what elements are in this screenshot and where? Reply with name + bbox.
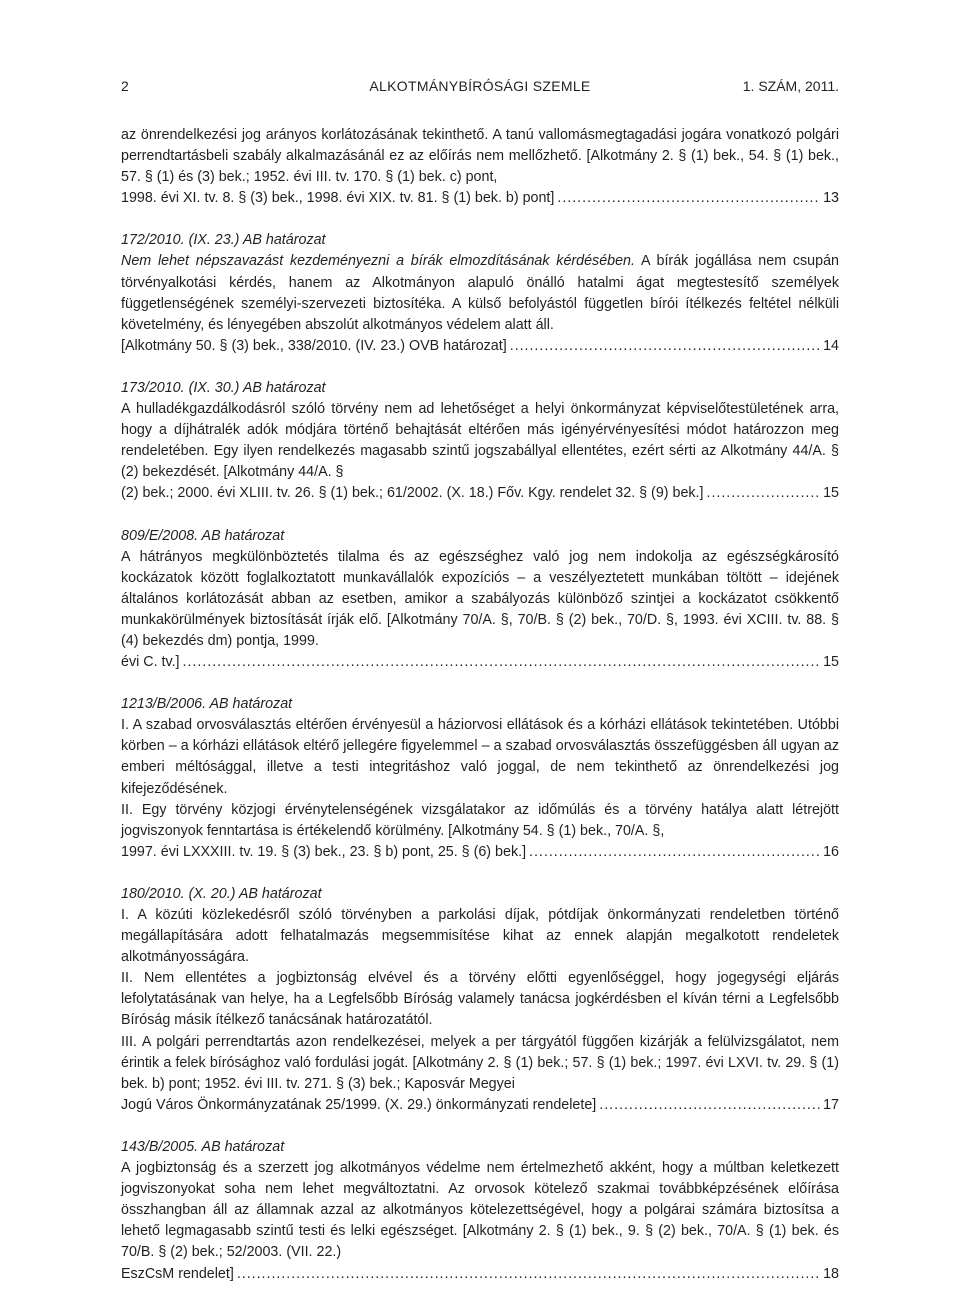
entry-title: 809/E/2008. AB határozat xyxy=(121,527,285,544)
entry-last-text: 1998. évi XI. tv. 8. § (3) bek., 1998. évi XIX. tv. 81. § (1) bek. b) pont] xyxy=(121,190,555,207)
toc-entry xyxy=(121,884,839,1116)
dot-leader xyxy=(510,336,820,357)
entry-last-line xyxy=(121,1095,839,1116)
toc-entry xyxy=(121,230,839,357)
entry-page-number: 17 xyxy=(823,1096,839,1113)
dot-leader xyxy=(237,1264,820,1285)
entry-body: A hulladékgazdálkodásról szóló törvény nem ad lehetőséget a helyi önkormányzat képviselőtestületének arra, hogy a díjhátralék adók módjára történő behajtását eltérően más igényérvényesítési módot határozzon meg rendeletében. Egy ilyen rendelkezés magasabb szintű jogszabállyal ellentétes, ezért sérti az Alkotmány 44/A. § (2) bekezdését. [Alkotmány 44/A. § xyxy=(121,401,839,481)
table-of-contents xyxy=(121,125,839,1306)
entry-body: az önrendelkezési jog arányos korlátozásának tekinthető. A tanú vallomásmegtagadási jogára vonatkozó polgári perrendtartásbeli szabály alkalmazásánál ez az előírás nem mellőzhető. [Alkotmány 2. § (1) bek., 54. § (1) bek., 57. § (1) és (3) bek.; 1952. évi III. tv. 170. § (1) bek. c) pont, xyxy=(121,127,839,186)
page-number: 2 xyxy=(121,78,129,94)
entry-last-line xyxy=(121,336,839,357)
entry-body-part-3: III. A polgári perrendtartás azon rendelkezései, melyek a per tárgyától függően kizárják a felülvizsgálatot, nem érintik a felek bírósághoz való fordulási jogát. [Alkotmány 2. § (1) bek.; 57. § (1) bek.; 1997. évi LXVI. tv. 29. § (1) bek. b) pont; 1952. évi III. tv. 271. § (3) bek.; Kaposvár Megyei xyxy=(121,1033,839,1092)
entry-body: I. A közúti közlekedésről szóló törvényben a parkolási díjak, pótdíjak önkormányzati rendeletben történő megállapítására adott felhatalmazás megsemmisítése kihat az ennek alapján megalkotott rendeletek alkotmányosságára. xyxy=(121,907,839,966)
entry-last-line xyxy=(121,652,839,673)
entry-last-text: (2) bek.; 2000. évi XLIII. tv. 26. § (1) bek.; 61/2002. (X. 18.) Főv. Kgy. rendelet 32. § (9) bek.] xyxy=(121,485,704,502)
dot-leader xyxy=(529,842,820,863)
dot-leader xyxy=(599,1095,820,1116)
entry-body-part-2: II. Egy törvény közjogi érvénytelenségének vizsgálatakor az időmúlás és a törvény hatálya alatt létrejött jogviszonyok fenntartása is értékelendő körülmény. [Alkotmány 54. § (1) bek., 70/A. §, xyxy=(121,801,839,839)
entry-last-text: EszCsM rendelet] xyxy=(121,1265,234,1282)
entry-page-number: 16 xyxy=(823,843,839,860)
entry-last-text: 1997. évi LXXXIII. tv. 19. § (3) bek., 23. § b) pont, 25. § (6) bek.] xyxy=(121,843,527,860)
entry-last-line xyxy=(121,842,839,863)
entry-body: I. A szabad orvosválasztás eltérően érvényesül a háziorvosi ellátások és a kórházi ellátások tekintetében. Utóbbi körben – a kórházi ellátások eltérő jellegére figyelemmel – a szabad orvosválasztás összefüggésben áll ugyan az emberi méltósággal, illetve a testi integritáshoz való joggal, de nem tekinthető az önrendelkezési jog kifejeződésének. xyxy=(121,717,839,797)
entry-page-number: 18 xyxy=(823,1265,839,1282)
entry-body: A jogbiztonság és a szerzett jog alkotmányos védelme nem értelmezhető akként, hogy a múltban keletkezett jogviszonyokat soha nem lehet megváltoztatni. Az orvosok kötelező szakmai továbbképzésének előírása összhangban áll az államnak azzal az alkotmányos kötelezettségével, hogy a polgárai számára biztosítsa a lehető legmagasabb szintű testi és lelki egészséget. [Alkotmány 2. § (1) bek., 9. § (2) bek., 70/A. § (1) bek. és 70/B. § (2) bek.; 52/2003. (VII. 22.) xyxy=(121,1160,839,1261)
toc-entry xyxy=(121,378,839,505)
entry-page-number: 13 xyxy=(823,190,839,207)
toc-entry xyxy=(121,694,839,863)
entry-page-number: 15 xyxy=(823,654,839,671)
entry-body-text: A bírák jogállása nem csupán törvényalkotási kérdés, hanem az Alkotmányon alapuló önálló hatalmi ágat megtestesítő személyek függetlenségének személyi-szervezeti biztosítéka. A külső befolyástól független bírói ítélkezés feltétel nélküli követelmény, és lényegében abszolút alkotmányos védelem alatt áll. xyxy=(121,253,839,333)
entry-last-text: évi C. tv.] xyxy=(121,654,180,671)
entry-title: 173/2010. (IX. 30.) AB határozat xyxy=(121,379,326,396)
toc-entry xyxy=(121,1137,839,1285)
entry-page-number: 15 xyxy=(823,485,839,502)
entry-title: 180/2010. (X. 20.) AB határozat xyxy=(121,885,322,902)
entry-last-text: Jogú Város Önkormányzatának 25/1999. (X. 29.) önkormányzati rendelete] xyxy=(121,1096,597,1113)
dot-leader xyxy=(707,483,821,504)
issue-label: 1. SZÁM, 2011. xyxy=(742,78,839,94)
toc-entry xyxy=(121,125,839,209)
toc-entry xyxy=(121,526,839,674)
running-header xyxy=(121,76,839,96)
entry-title: 172/2010. (IX. 23.) AB határozat xyxy=(121,232,326,249)
entry-last-line xyxy=(121,188,839,209)
entry-page-number: 14 xyxy=(823,337,839,354)
entry-last-line xyxy=(121,1264,839,1285)
entry-body xyxy=(121,251,839,335)
entry-last-text: [Alkotmány 50. § (3) bek., 338/2010. (IV. 23.) OVB határozat] xyxy=(121,337,507,354)
journal-title: ALKOTMÁNYBÍRÓSÁGI SZEMLE xyxy=(369,78,591,94)
entry-title: 143/B/2005. AB határozat xyxy=(121,1138,285,1155)
dot-leader xyxy=(183,652,821,673)
entry-lead: Nem lehet népszavazást kezdeményezni a bírák elmozdításának kérdésében. xyxy=(121,253,635,270)
entry-body: A hátrányos megkülönböztetés tilalma és az egészséghez való jog nem indokolja az egészségkárosító kockázatok között foglalkoztatott munkavállalók expozíciós – a veszélyeztetett munkában töltött – idejének általános korlátozását abban az esetben, amikor a szabályozás különböző szintjei a kockázatot csökkentő munkakörülmények biztosítását írják elő. [Alkotmány 70/A. §, 70/B. § (2) bek., 70/D. §, 1993. évi XCIII. tv. 88. § (4) bekezdés dm) pontja, 1999. xyxy=(121,548,839,649)
entry-last-line xyxy=(121,483,839,504)
entry-title: 1213/B/2006. AB határozat xyxy=(121,696,293,713)
dot-leader xyxy=(557,188,820,209)
entry-body-part-2: II. Nem ellentétes a jogbiztonság elvével és a törvény előtti egyenlőséggel, hogy jogegységi eljárás lefolytatásának van helye, ha a Legfelsőbb Bíróság valamely tanácsa jogkérdésben el kíván térni a Legfelsőbb Bíróság másik ítélkező tanácsának határozatától. xyxy=(121,970,839,1029)
